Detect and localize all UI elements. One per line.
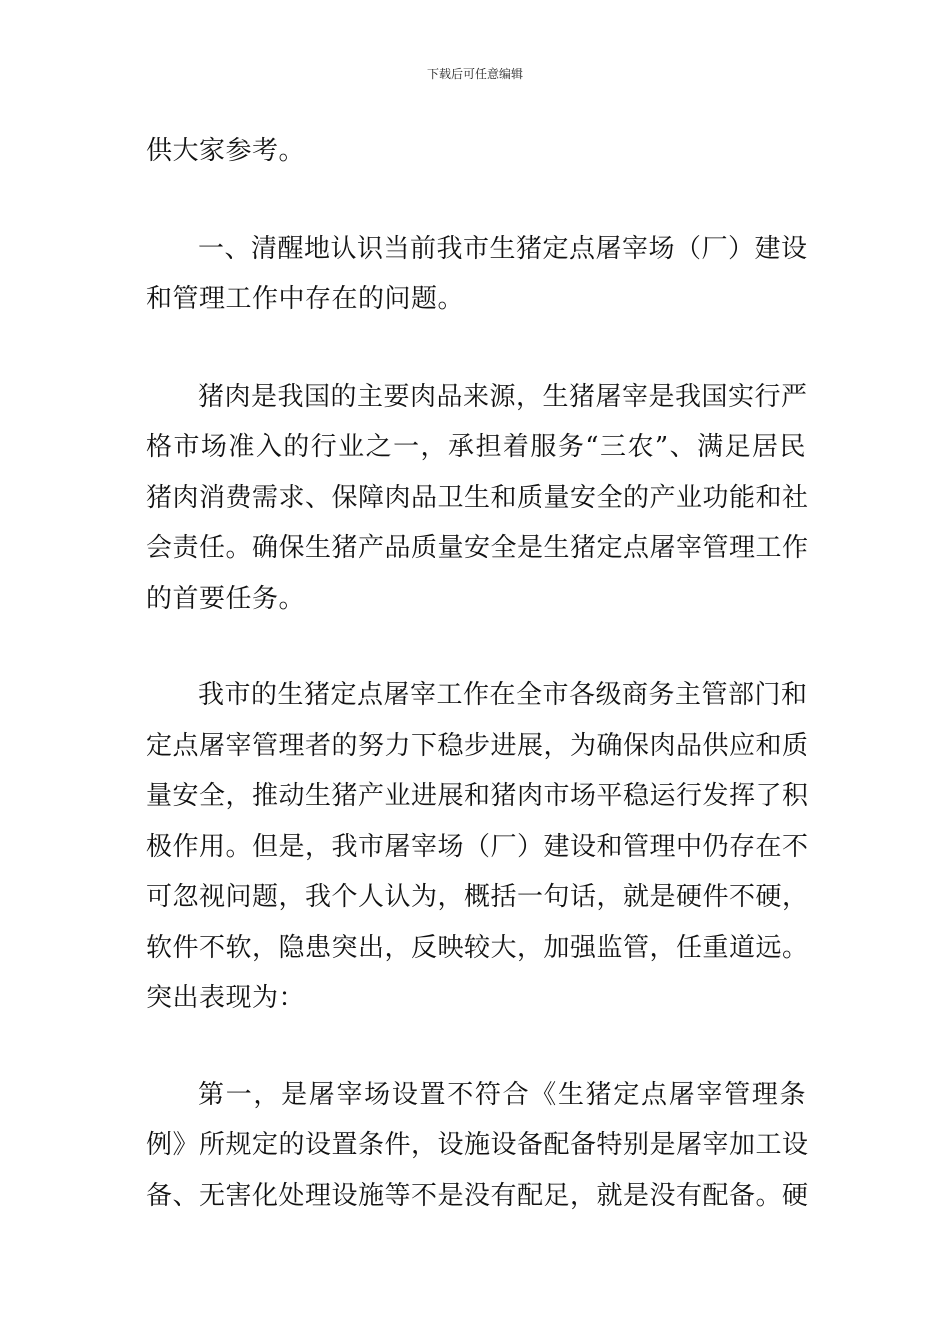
text-line: 猪肉消费需求、保障肉品卫生和质量安全的产业功能和社 [146, 482, 809, 513]
page-header: 下载后可任意编辑 [426, 67, 523, 81]
paragraph-section-heading [146, 224, 806, 325]
text-line: 格市场准入的行业之一，承担着服务“三农”、满足居民 [146, 432, 806, 462]
paragraph-first-issue [146, 1070, 809, 1222]
text-line: 第一，是屠宰场设置不符合《生猪定点屠宰管理条 [198, 1079, 806, 1110]
text-line: 备、无害化处理设施等不是没有配足，就是没有配备。硬 [146, 1180, 809, 1211]
text-line: 极作用。但是，我市屠宰场（厂）建设和管理中仍存在不 [146, 831, 809, 862]
text-line: 一、清醒地认识当前我市生猪定点屠宰场（厂）建设 [198, 233, 808, 264]
text-line: 会责任。确保生猪产品质量安全是生猪定点屠宰管理工作 [146, 533, 809, 563]
text-line: 量安全，推动生猪产业进展和猪肉市场平稳运行发挥了积 [146, 781, 809, 811]
text-line: 猪肉是我国的主要肉品来源，生猪屠宰是我国实行严 [198, 381, 808, 412]
paragraph-continuation [146, 126, 806, 177]
paragraph-city-work [146, 670, 809, 1024]
text-line: 可忽视问题，我个人认为，概括一句话，就是硬件不硬， [146, 882, 809, 912]
text-line: 定点屠宰管理者的努力下稳步进展，为确保肉品供应和质 [146, 730, 809, 761]
text-line: 突出表现为： [146, 983, 306, 1013]
text-line: 的首要任务。 [146, 583, 306, 614]
document-body [146, 126, 809, 1221]
text-line: 供大家参考。 [146, 136, 306, 166]
text-line: 例》所规定的设置条件，设施设备配备特别是屠宰加工设 [146, 1130, 809, 1160]
text-line: 和管理工作中存在的问题。 [146, 284, 465, 314]
text-line: 我市的生猪定点屠宰工作在全市各级商务主管部门和 [198, 680, 808, 710]
paragraph-pork-importance [146, 372, 809, 625]
text-line: 软件不软，隐患突出，反映较大，加强监管，任重道远。 [146, 932, 809, 963]
